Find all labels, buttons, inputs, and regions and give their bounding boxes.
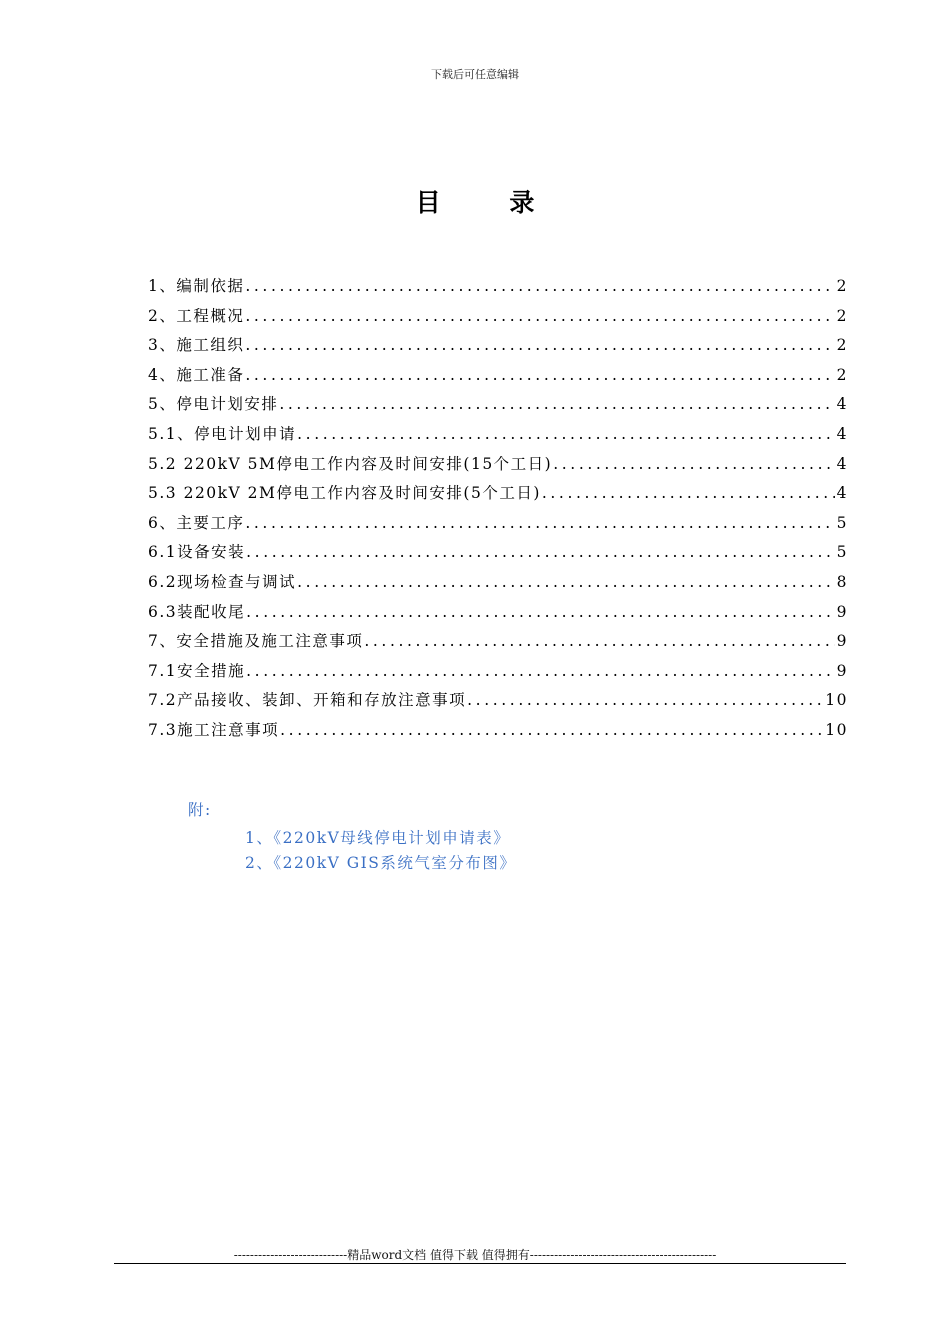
toc-entry-label: 6.1设备安装 bbox=[148, 543, 246, 562]
footer-divider bbox=[114, 1263, 846, 1264]
toc-entry-page: 5 bbox=[836, 543, 848, 562]
toc-entry-page: 2 bbox=[836, 306, 848, 325]
toc-leader-dots bbox=[553, 455, 834, 473]
toc-entry-label: 5.2 220kV 5M停电工作内容及时间安排(15个工日) bbox=[148, 454, 553, 473]
toc-entry[interactable] bbox=[148, 718, 848, 748]
toc-entry[interactable] bbox=[148, 452, 848, 482]
table-of-contents bbox=[148, 274, 848, 748]
header-note: 下载后可任意编辑 bbox=[431, 68, 519, 81]
toc-leader-dots bbox=[246, 603, 834, 621]
toc-entry-label: 7.2产品接收、装卸、开箱和存放注意事项 bbox=[148, 691, 467, 710]
toc-entry[interactable] bbox=[148, 333, 848, 363]
toc-entry[interactable] bbox=[148, 274, 848, 304]
toc-leader-dots bbox=[245, 336, 834, 354]
toc-entry-label: 6.3装配收尾 bbox=[148, 602, 246, 621]
appendix-item[interactable]: 1、《220kV母线停电计划申请表》 bbox=[245, 829, 511, 847]
toc-entry-page: 4 bbox=[836, 424, 848, 443]
footer-note: ----------------------------精品word文档 值得下载 值得拥有---------------------------------------------- bbox=[233, 1248, 717, 1262]
toc-leader-dots bbox=[279, 395, 834, 413]
toc-entry-label: 7.3施工注意事项 bbox=[148, 720, 280, 739]
toc-entry[interactable] bbox=[148, 304, 848, 334]
toc-entry[interactable] bbox=[148, 540, 848, 570]
appendix-title: 附: bbox=[188, 801, 212, 819]
toc-leader-dots bbox=[467, 691, 823, 709]
toc-leader-dots bbox=[246, 543, 834, 561]
toc-entry-page: 2 bbox=[836, 365, 848, 384]
toc-leader-dots bbox=[245, 307, 834, 325]
toc-entry-label: 1、编制依据 bbox=[148, 277, 245, 295]
toc-entry[interactable] bbox=[148, 392, 848, 422]
page-title: 目 录 bbox=[415, 188, 565, 217]
toc-entry-page: 4 bbox=[836, 395, 848, 414]
toc-leader-dots bbox=[364, 632, 834, 650]
toc-entry-page: 9 bbox=[836, 661, 848, 680]
appendix-item[interactable]: 2、《220kV GIS系统气室分布图》 bbox=[245, 854, 517, 872]
toc-entry-label: 7.1安全措施 bbox=[148, 661, 246, 680]
toc-entry-page: 10 bbox=[825, 720, 848, 739]
toc-entry[interactable] bbox=[148, 629, 848, 659]
toc-entry-page: 4 bbox=[836, 454, 848, 473]
toc-leader-dots bbox=[245, 277, 834, 295]
toc-entry[interactable] bbox=[148, 481, 848, 511]
toc-leader-dots bbox=[297, 573, 834, 591]
toc-entry-label: 7、安全措施及施工注意事项 bbox=[148, 632, 364, 651]
toc-entry-page: 8 bbox=[836, 572, 848, 591]
toc-entry[interactable] bbox=[148, 659, 848, 689]
toc-entry-page: 9 bbox=[836, 602, 848, 621]
toc-entry-page: 10 bbox=[825, 691, 848, 710]
toc-entry[interactable] bbox=[148, 422, 848, 452]
toc-entry-page: 4 bbox=[836, 484, 848, 503]
toc-entry-label: 5.1、停电计划申请 bbox=[148, 424, 297, 443]
toc-leader-dots bbox=[245, 514, 834, 532]
toc-leader-dots bbox=[542, 484, 835, 502]
toc-entry-label: 4、施工准备 bbox=[148, 365, 245, 384]
toc-entry-label: 6.2现场检查与调试 bbox=[148, 572, 297, 591]
toc-entry-page: 5 bbox=[836, 513, 848, 532]
toc-entry-page: 2 bbox=[836, 336, 848, 355]
toc-leader-dots bbox=[245, 366, 834, 384]
toc-leader-dots bbox=[246, 662, 834, 680]
toc-entry[interactable] bbox=[148, 570, 848, 600]
toc-entry-page: 9 bbox=[836, 632, 848, 651]
appendix bbox=[188, 798, 516, 876]
toc-entry-label: 5、停电计划安排 bbox=[148, 395, 279, 414]
toc-leader-dots bbox=[280, 721, 823, 739]
toc-entry[interactable] bbox=[148, 511, 848, 541]
toc-entry[interactable] bbox=[148, 363, 848, 393]
toc-entry-label: 5.3 220kV 2M停电工作内容及时间安排(5个工日) bbox=[148, 484, 541, 503]
toc-entry-label: 3、施工组织 bbox=[148, 336, 245, 355]
toc-entry[interactable] bbox=[148, 688, 848, 718]
toc-entry-label: 6、主要工序 bbox=[148, 513, 245, 532]
toc-entry[interactable] bbox=[148, 600, 848, 630]
toc-entry-page: 2 bbox=[836, 277, 848, 295]
toc-leader-dots bbox=[297, 425, 834, 443]
toc-entry-label: 2、工程概况 bbox=[148, 306, 245, 325]
